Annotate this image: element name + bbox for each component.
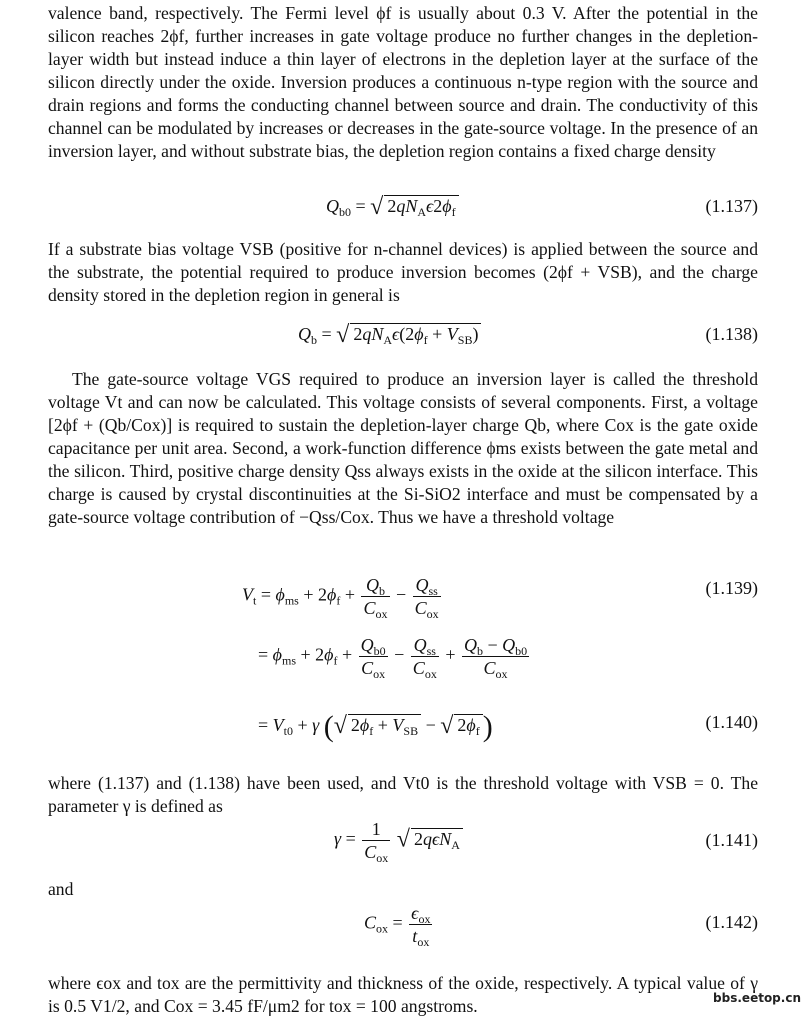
paragraph-1: valence band, respectively. The Fermi level ϕf is usually about 0.3 V. After the potential in the silicon reaches 2ϕf, further increases in gate voltage produce no further changes in the depletion-layer width but instead induce a thin layer of electrons in the depletion layer at the surface of the silicon directly under the oxide. Inversion produces a continuous n-type region with the source and drain regions and forms the conducting channel between source and drain. The conductivity of this channel can be modulated by increases or decreases in the gate-source voltage. In the presence of an inversion layer, and without substrate bias, the depletion region contains a fixed charge density [48, 3, 758, 161]
paragraph-4: where (1.137) and (1.138) have been used, and Vt0 is the threshold voltage with VSB = 0. The parameter γ is defined as [48, 773, 758, 816]
equation-1-142: $C_{ox}$ = $\frac{\epsilon_{ox}}{t_{ox}}$ (1.142) [364, 903, 758, 949]
equation-number: (1.141) [705, 830, 758, 850]
equation-number: (1.142) [705, 912, 758, 932]
paragraph-3: The gate-source voltage VGS required to produce an inversion layer is called the threshold voltage Vt and can now be calculated. This voltage consists of several components. First, a voltage [2ϕf + (Qb/Cox)] is required to sustain the depletion-layer charge Qb, where Cox is the gate oxide capacitance per unit area. Second, a work-function difference ϕms exists between the gate metal and the silicon. Third, positive charge density Qss always exists in the oxide at the silicon interface. This charge is caused by crystal discontinuities at the Si-SiO2 interface and must be compensated by a gate-source voltage contribution of −Qss/Cox. Thus we have a threshold voltage [48, 369, 758, 527]
equation-1-141: γ = $\frac{1}{C_{ox}}$ √ 2qϵN$_A$ (1.141) [334, 819, 758, 865]
watermark: bbs.eetop.cn [713, 991, 801, 1005]
equation-number: (1.137) [705, 196, 758, 216]
and-text: and [48, 879, 74, 899]
equation-number: (1.140) [705, 712, 758, 732]
equation-number: (1.139) [705, 578, 758, 598]
equation-number: (1.138) [705, 324, 758, 344]
page-content [48, 0, 758, 1018]
equation-1-139-cont: = $\phi_{ms} + 2\phi_f$ + $\frac{Q_{b0}}{C_{ox}}$ − $\frac{Q_{ss}}{C_{ox}}$ + $\frac{Q_b - Q_{b0}}{C_{ox}}$ [258, 635, 528, 681]
equation-1-140: = $V_{t0} + \gamma$ (√ $2\phi_f + V_{SB}$ − √ $2\phi_f$ ) (1.140) [258, 710, 758, 743]
equation-1-137: $Q_{b0}$ = √ $2qN_A\epsilon 2\phi_f$ (1.137) [326, 194, 758, 220]
equation-1-138: $Q_b$ = √ $2qN_A\epsilon(2\phi_f + V_{SB})$ (1.138) [298, 322, 758, 348]
paragraph-2: If a substrate bias voltage VSB (positive for n-channel devices) is applied between the source and the substrate, the potential required to produce inversion becomes (2ϕf + VSB), and the charge density stored in the depletion region in general is [48, 239, 758, 305]
equation-1-139: $V_t = \phi_{ms} + 2\phi_f$ + $\frac{Q_b}{C_{ox}}$ − $\frac{Q_{ss}}{C_{ox}}$ (1.139) [242, 575, 758, 621]
paragraph-5: where ϵox and tox are the permittivity and thickness of the oxide, respectively. A typical value of γ is 0.5 V1/2, and Cox = 3.45 fF/μm2 for tox = 100 angstroms. [48, 973, 758, 1016]
